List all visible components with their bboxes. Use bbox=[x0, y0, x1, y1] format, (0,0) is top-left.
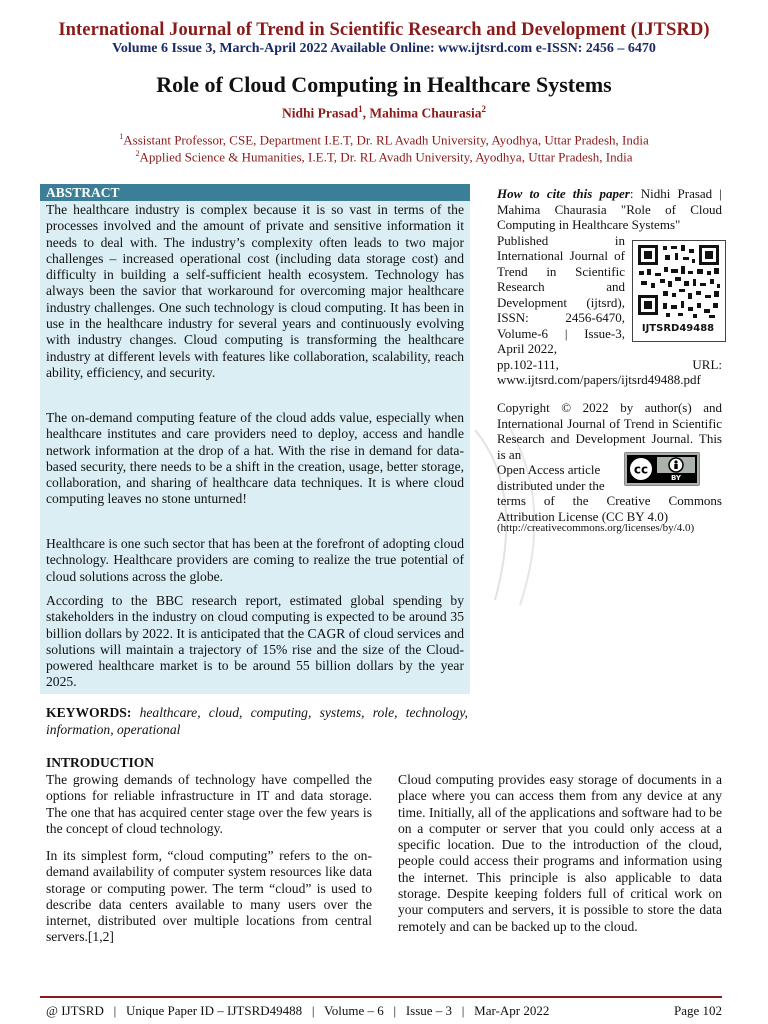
abstract-paragraph-1: The healthcare industry is complex because it is so vast in terms of the processes involved and the amount of private and sensitive information it needs to deal with. The industry’s complexity often leads to two major challenges – increased operational cost (including data storage cost) and difficulty in building a self-sufficient health ecosystem. Technology has always been the savior that workaround for overcoming major healthcare industry challenges. One such technology is cloud computing. It has been in use in the healthcare industry for several years and continuously evolving with industry changes. Cloud computing is transforming the healthcare industry at different levels with features like collaboration, scalability, reach ability, efficiency, and security. bbox=[46, 202, 464, 380]
abstract-heading: ABSTRACT bbox=[40, 184, 470, 201]
copyright-top: Copyright © 2022 by author(s) and International Journal of Trend in Scientific Research and Development Journal. This is an bbox=[497, 400, 722, 462]
page-number: Page 102 bbox=[673, 1003, 722, 1018]
keywords bbox=[46, 705, 468, 738]
introduction-paragraph-1: The growing demands of technology have compelled the options for reliable infrastructure in IT and data storage. The one that has acquired center stage over the few years is the concept of cloud technology. bbox=[46, 772, 372, 836]
introduction-paragraph-3: Cloud computing provides easy storage of documents in a place where you can access them from any device at any time. Initially, all of the applications and software had to be on a computer or server that you could only access at a specific location. Due to the introduction of the cloud, people could access their programs and information using the internet. This principle is also applicable to data storage. Despite keeping folders full of critical work on your computers and servers, it is possible to store the data remotely and can be backed up to the cloud. bbox=[398, 772, 722, 934]
affiliation-1-sup: 1 bbox=[119, 132, 124, 141]
paper-title: Role of Cloud Computing in Healthcare Systems bbox=[156, 72, 612, 97]
qr-code-label: IJTSRD49488 bbox=[641, 323, 715, 334]
citation-label: How to cite this paper bbox=[497, 186, 630, 201]
introduction-heading: INTRODUCTION bbox=[46, 755, 155, 770]
keywords-label: KEYWORDS: bbox=[46, 705, 132, 720]
journal-title: International Journal of Trend in Scientific Research and Development (IJTSRD) bbox=[58, 20, 710, 40]
affiliation-2-text: Applied Science & Humanities, I.E.T, Dr. RL Avadh University, Ayodhya, Uttar Pradesh, India bbox=[139, 149, 633, 165]
by-label: BY bbox=[670, 474, 682, 482]
copyright-bottom: terms of the Creative Commons Attribution License (CC BY 4.0) bbox=[497, 493, 722, 524]
cc-icon-text: cc bbox=[633, 462, 649, 477]
author-1-sup: 1 bbox=[358, 104, 363, 114]
affiliation-1-text: Assistant Professor, CSE, Department I.E.T, Dr. RL Avadh University, Ayodhya, Uttar Pradesh, India bbox=[123, 132, 649, 148]
introduction-paragraph-2: In its simplest form, “cloud computing” refers to the on-demand availability of computer system resources like data storage or computing power. The term “cloud” is used to describe data centers available to many users over the internet, distributed over multiple locations from central servers.[1,2] bbox=[46, 848, 372, 945]
author-2: Mahima Chaurasia bbox=[369, 105, 482, 121]
license-url[interactable]: (http://creativecommons.org/licenses/by/4.0) bbox=[497, 522, 695, 534]
abstract-paragraph-4: According to the BBC research report, estimated global spending by stakeholders in the industry on cloud computing is expected to be around 35 billion dollars by 2022. It is anticipated that the CAGR of cloud services and solutions will maintain a trajectory of 15% rise and the size of the Cloud-powered healthcare market is to be around 55 billion dollars by the year 2025. bbox=[46, 593, 464, 690]
cc-by-license-badge[interactable] bbox=[624, 452, 700, 486]
authors bbox=[0, 104, 768, 122]
copyright-left-column: Open Access article distributed under the bbox=[497, 462, 605, 493]
affiliation-2-sup: 2 bbox=[135, 149, 140, 158]
author-1: Nidhi Prasad bbox=[281, 105, 359, 121]
footer-divider bbox=[40, 996, 722, 998]
citation-colon: : bbox=[629, 186, 641, 201]
author-2-sup: 2 bbox=[481, 104, 487, 114]
journal-volume-info: Volume 6 Issue 3, March-April 2022 Available Online: www.ijtsrd.com e-ISSN: 2456 – 6470 bbox=[112, 41, 656, 56]
affiliation-1 bbox=[0, 132, 768, 148]
footer-info: @ IJTSRD | Unique Paper ID – IJTSRD49488 | Volume – 6 | Issue – 3 | Mar-Apr 2022 bbox=[46, 1003, 550, 1018]
abstract-paragraph-3: Healthcare is one such sector that has been at the forefront of adopting cloud technology. Healthcare providers are coming to realize the true potential of cloud solutions across the globe. bbox=[46, 536, 464, 584]
citation-tail: pp.102-111, URL: www.ijtsrd.com/papers/ijtsrd49488.pdf bbox=[497, 356, 722, 387]
keywords-text: healthcare, cloud, computing, systems, role, technology, information, operational bbox=[46, 705, 468, 737]
abstract-paragraph-2: The on-demand computing feature of the cloud adds value, especially when healthcare institutes and care providers need to deploy, access and handle network information at the drop of a hat. With the rise in demand for data-based security, there needs to be a shift in the creation, usage, better storage, collaboration, and sharing of healthcare data techniques. It is where cloud computing leaves no stone unturned! bbox=[46, 410, 464, 507]
affiliation-2 bbox=[0, 149, 768, 165]
citation-left-column: Published in International Journal of Trend in Scientific Research and Development (ijtsrd), ISSN: 2456-6470, Volume-6 | Issue-3, April 2022, bbox=[497, 232, 625, 356]
citation-line1: Nidhi Prasad | Mahima Chaurasia "Role of Cloud Computing in Healthcare Systems" bbox=[497, 186, 722, 232]
page-footer bbox=[46, 1003, 722, 1019]
author-separator: , bbox=[362, 105, 370, 121]
